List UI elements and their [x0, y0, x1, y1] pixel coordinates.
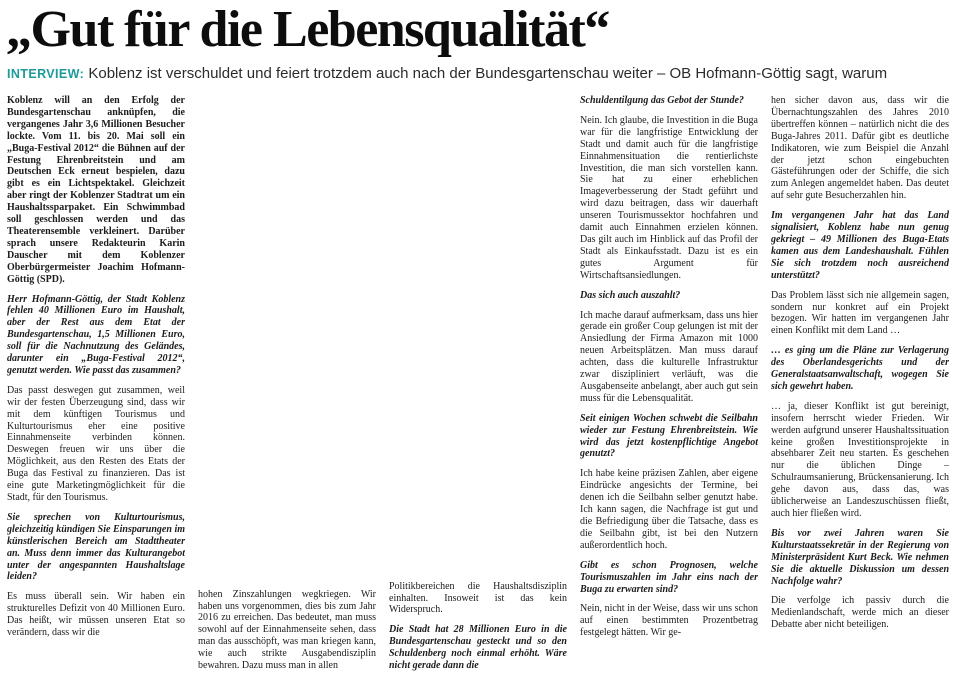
- interview-answer: hohen Zinszahlungen wegkriegen. Wir haben uns vorgenommen, dies bis zum Jahr 2016 zu erreichen. Das bedeutet, man muss sowohl auf der Einnahmenseite sehen, dass man das ausschöpft, was man kriegen kann, wie auch strikte Ausgabendisziplin bewahren. Dazu muss man in allen: [198, 588, 376, 672]
- article-columns: [7, 95, 949, 679]
- interview-answer: Das passt deswegen gut zusammen, weil wir der festen Überzeugung sind, dass wir mit dem künftigen Tourismus und Kulturtourismus eher eine positive Einnahmenseite verbinden können. Deswegen freuen wir uns über die Möglichkeit, aus den Resten des Etats der Buga das Festival zu finanzieren. Das ist eine gute Marketingmöglichkeit für die Stadt, für den Tourismus.: [7, 384, 185, 503]
- interview-answer: Die verfolge ich passiv durch die Medienlandschaft, werde mich an dieser Debatte aber nicht beteiligen.: [771, 595, 949, 631]
- kicker-label: INTERVIEW:: [7, 67, 85, 81]
- interview-answer: Nein, nicht in der Weise, dass wir uns schon auf einen bestimmten Prozentbetrag festgelegt hätten. Wir ge-: [580, 603, 758, 639]
- interview-question: Herr Hofmann-Göttig, der Stadt Koblenz fehlen 40 Millionen Euro im Haushalt, aber der Rest aus dem Etat der Bundesgartenschau, 1,5 Millionen Euro, soll für die Nachnutzung des Geländes, darunter ein „Buga-Festival 2012“, genutzt werden. Wie passt das zusammen?: [7, 293, 185, 376]
- article-kicker: [7, 64, 951, 84]
- interview-question: Schuldentilgung das Gebot der Stunde?: [580, 95, 744, 106]
- interview-question: Seit einigen Wochen schwebt die Seilbahn wieder zur Festung Ehrenbreitstein. Wie wird das jetzt kostenpflichtige Angebot genutzt?: [580, 412, 758, 460]
- article-intro: Koblenz will an den Erfolg der Bundesgartenschau anknüpfen, die vergangenes Jahr 3,6 Millionen Besucher lockte. Vom 11. bis 20. Mai soll ein „Buga-Festival 2012“ die Bühnen auf der Festung Ehrenbreitstein und am Deutschen Eck erneut bespielen, dazu gibt es ein Lichtspektakel. Gleichzeit aber ringt der Koblenzer Stadtrat um ein Haushaltssparpaket. Ein Schwimmbad soll geschlossen werden und das Theaterensemble verkleinert. Darüber sprach unsere Redakteurin Karin Dauscher mit dem Koblenzer Oberbürgermeister Joachim Hofmann-Göttig (SPD).: [7, 95, 185, 285]
- article-headline: „Gut für die Lebensqualität“: [6, 1, 609, 58]
- kicker-text: Koblenz ist verschuldet und feiert trotzdem auch nach der Bundesgartenschau weiter – OB Hofmann-Göttig sagt, warum: [88, 65, 888, 82]
- interview-question: … es ging um die Pläne zur Verlagerung des Oberlandesgerichts und der Generalstaatsanwaltschaft, wogegen Sie sich gewehrt haben.: [771, 345, 949, 392]
- interview-answer: Nein. Ich glaube, die Investition in die Buga war für die langfristige Entwicklung der Stadt und damit auch für die langfristige Einnahmensituation die rentierlichste Investition, die man sich vorstellen kann. Sie hat zu einer erheblichen Imageverbesserung der Stadt geführt und wird dazu beitragen, dass wir dauerhaft unseren Tourismussektor hochfahren und damit auch Einnahmen erzielen können. Das gilt auch im Hinblick auf das Profil der Stadt als Einkaufsstadt. Dazu ist es ein gutes Argument für Wirtschaftsansiedlungen.: [580, 114, 758, 281]
- interview-answer: hen sicher davon aus, dass wir die Übernachtungszahlen des Jahres 2010 übertreffen können – natürlich nicht die des Buga-Jahres 2011. Dafür gibt es deutliche Indikatoren, wie zum Beispiel die Anzahl der jetzt schon eingebuchten Gästeführungen oder der Schiffe, die sich zum Anlegen angemeldet haben. Das deutet auf sehr gute Besucherzahlen hin.: [771, 95, 949, 202]
- article-column-2: [198, 95, 376, 679]
- article-column-1: [7, 95, 185, 679]
- interview-question: Bis vor zwei Jahren waren Sie Kulturstaatssekretär in der Regierung von Ministerpräsident Kurt Beck. Wie nehmen Sie die aktuelle Diskussion um dessen Nachfolge wahr?: [771, 527, 949, 587]
- interview-question: Im vergangenen Jahr hat das Land signalisiert, Koblenz habe nun genug gekriegt – 49 Millionen des Buga-Etats kamen aus dem Landeshaushalt. Fühlen Sie sich trotzdem noch ausreichend unterstützt?: [771, 210, 949, 281]
- interview-question: Das sich auch auszahlt?: [580, 289, 681, 301]
- article-column-5: [771, 95, 949, 679]
- article-column-3: [389, 95, 567, 679]
- interview-answer: Das Problem lässt sich nie allgemein sagen, sondern nur konkret auf ein Projekt bezogen. Wir hatten im vergangenen Jahr einen Konflikt mit dem Land …: [771, 289, 949, 337]
- article-column-4: [580, 95, 758, 679]
- interview-answer: … ja, dieser Konflikt ist gut bereinigt, insofern herrscht wieder Frieden. Wir werden aufgrund unserer Haushaltssituation keine großen Investitionsprojekte in absehbarer Zeit neu starten. Es geschehen nur die üblichen Dinge – Schulraumsanierung, Brückensanierung. Ich gehe davon aus, dass das, was üblicherweise an Landeszuschüssen fließt, auch hier fließen wird.: [771, 400, 949, 519]
- interview-question: Gibt es schon Prognosen, welche Tourismuszahlen im Jahr eins nach der Buga zu erwarten sind?: [580, 559, 758, 595]
- interview-question: Die Stadt hat 28 Millionen Euro in die Bundesgartenschau gesteckt und so den Schuldenberg noch einmal erhöht. Wäre nicht gerade dann die: [389, 624, 567, 672]
- interview-question: Sie sprechen von Kulturtourismus, gleichzeitig kündigen Sie Einsparungen im künstlerischen Bereich am Stadttheater an. Muss denn immer das Kulturangebot unter der angespannten Haushaltslage leiden?: [7, 511, 185, 583]
- interview-answer: Politikbereichen die Haushaltsdisziplin einhalten. Insoweit ist das kein Widerspruch.: [389, 580, 567, 616]
- interview-answer: Ich habe keine präzisen Zahlen, aber eigene Eindrücke angesichts der Termine, bei denen ich die Seilbahn selber genutzt habe. Ich kann sagen, die Nachfrage ist gut und die Befriedigung über die Tatsache, dass es die Seilbahn gibt, ist bei den Nutzern außerordentlich hoch.: [580, 468, 758, 551]
- interview-answer: Ich mache darauf aufmerksam, dass uns hier gerade ein großer Coup gelungen ist mit der Ansiedlung der Firma Amazon mit 1000 neuen Arbeitsplätzen. Man muss darauf achten, dass die kulturelle Infrastruktur zwar diszipliniert verläuft, was die Ausgabenseite anbelangt, aber auch gut sein muss für die Lebensqualität.: [580, 309, 758, 404]
- interview-answer: Es muss überall sein. Wir haben ein strukturelles Defizit von 40 Millionen Euro. Das heißt, wir müssen unseren Etat so verändern, dass wir die: [7, 591, 185, 639]
